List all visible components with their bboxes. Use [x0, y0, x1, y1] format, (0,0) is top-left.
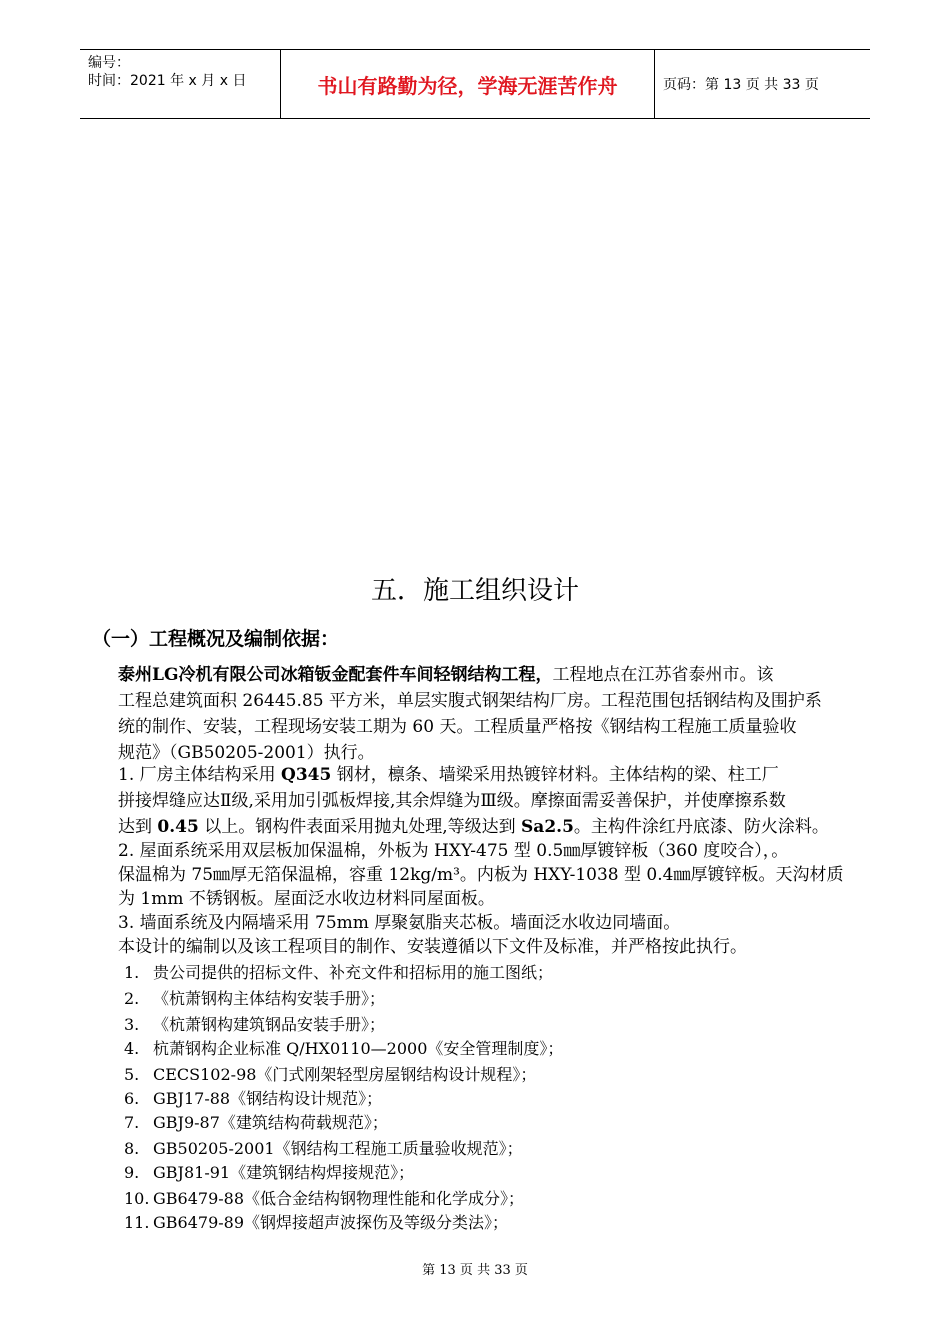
list-number: 10. — [124, 1189, 150, 1208]
section-heading: （一）工程概况及编制依据： — [92, 628, 340, 650]
list-number: 11. — [124, 1213, 150, 1232]
list-text: GBJ81-91《建筑钢结构焊接规范》； — [153, 1163, 415, 1182]
header-meta — [80, 50, 281, 118]
item1-line-2: 拼接焊缝应达Ⅱ级,采用加引弧板焊接,其余焊缝为Ⅲ级。摩擦面需妥善保护，并使摩擦系数 — [118, 791, 786, 811]
item1-text: 。主构件涂红丹底漆、防火涂料。 — [573, 817, 829, 837]
chapter-title: 五．施工组织设计 — [370, 576, 579, 606]
list-item — [124, 1136, 523, 1162]
doc-time-label: 时间：2021 年 x 月 x 日 — [88, 73, 247, 89]
list-text: GB6479-88《低合金结构钢物理性能和化学成分》； — [153, 1189, 525, 1208]
list-item — [124, 1012, 385, 1038]
list-number: 9. — [124, 1163, 140, 1182]
list-item — [124, 1062, 536, 1088]
project-name: 泰州LG冷机有限公司冰箱钣金配套件车间轻钢结构工程， — [118, 665, 553, 685]
list-item — [124, 1036, 563, 1062]
list-number: 7. — [124, 1113, 140, 1132]
header-motto: 书山有路勤为径，学海无涯苦作舟 — [281, 50, 655, 118]
list-number: 3. — [124, 1015, 140, 1034]
intro-line-1 — [118, 662, 860, 688]
blast-grade: Sa2.5 — [521, 817, 574, 837]
list-text: GBJ9-87《建筑结构荷载规范》； — [153, 1113, 388, 1132]
item1-text: 钢材，檩条、墙梁采用热镀锌材料。主体结构的梁、柱工厂 — [331, 765, 779, 785]
list-item — [124, 960, 553, 986]
item2-line-1: 2. 屋面系统采用双层板加保温棉，外板为 HXY-475 型 0.5㎜厚镀锌板（360 度咬合），。 — [118, 841, 789, 861]
page-header — [80, 49, 870, 119]
item1-text: 以上。钢构件表面采用抛丸处理,等级达到 — [198, 817, 522, 837]
list-text: CECS102-98《门式刚架轻型房屋钢结构设计规程》； — [153, 1065, 537, 1084]
doc-code-label: 编号： — [88, 55, 130, 71]
list-number: 5. — [124, 1065, 140, 1084]
list-item — [124, 986, 385, 1012]
list-number: 4. — [124, 1039, 140, 1058]
intro-line-2: 工程总建筑面积 26445.85 平方米，单层实腹式钢架结构厂房。工程范围包括钢结构及围护系 — [118, 691, 822, 711]
list-item — [124, 1086, 382, 1112]
item1-line-1 — [118, 762, 860, 788]
intro-line-4: 规范》（GB50205-2001）执行。 — [118, 743, 375, 763]
page-footer: 第 13 页 共 33 页 — [422, 1263, 528, 1278]
list-text: 贵公司提供的招标文件、补充文件和招标用的施工图纸； — [153, 963, 554, 982]
intro-text: 工程地点在江苏省泰州市。该 — [552, 665, 774, 685]
item1-text: 1. 厂房主体结构采用 — [118, 765, 282, 785]
list-number: 6. — [124, 1089, 140, 1108]
list-text: 杭萧钢构企业标准 Q/HX0110—2000《安全管理制度》； — [153, 1039, 564, 1058]
list-text: GB50205-2001《钢结构工程施工质量验收规范》； — [153, 1139, 523, 1158]
friction-coefficient: 0.45 — [157, 817, 199, 837]
header-page-info: 页码：第 13 页 共 33 页 — [663, 77, 819, 93]
list-item — [124, 1110, 388, 1136]
item2-line-2: 保温棉为 75㎜厚无箔保温棉，容重 12kg/m³。内板为 HXY-1038 型 0.4㎜厚镀锌板。天沟材质 — [118, 865, 844, 885]
intro-line-3: 统的制作、安装，工程现场安装工期为 60 天。工程质量严格按《钢结构工程施工质量验收 — [118, 717, 797, 737]
list-number: 8. — [124, 1139, 140, 1158]
basis-statement: 本设计的编制以及该工程项目的制作、安装遵循以下文件及标准，并严格按此执行。 — [118, 937, 747, 957]
list-text: GBJ17-88《钢结构设计规范》； — [153, 1089, 383, 1108]
list-item — [124, 1160, 414, 1186]
list-item — [124, 1186, 524, 1212]
item2-line-3: 为 1mm 不锈钢板。屋面泛水收边材料同屋面板。 — [118, 889, 495, 909]
list-item — [124, 1210, 508, 1236]
steel-grade: Q345 — [281, 765, 332, 785]
list-number: 2. — [124, 989, 140, 1008]
list-text: 《杭萧钢构主体结构安装手册》； — [153, 989, 386, 1008]
list-number: 1. — [124, 963, 140, 982]
item1-text: 达到 — [118, 817, 158, 837]
list-text: 《杭萧钢构建筑钢品安装手册》； — [153, 1015, 386, 1034]
item3: 3. 墙面系统及内隔墙采用 75mm 厚聚氨脂夹芯板。墙面泛水收边同墙面。 — [118, 913, 681, 933]
list-text: GB6479-89《钢焊接超声波探伤及等级分类法》； — [153, 1213, 509, 1232]
item1-line-3 — [118, 814, 860, 840]
